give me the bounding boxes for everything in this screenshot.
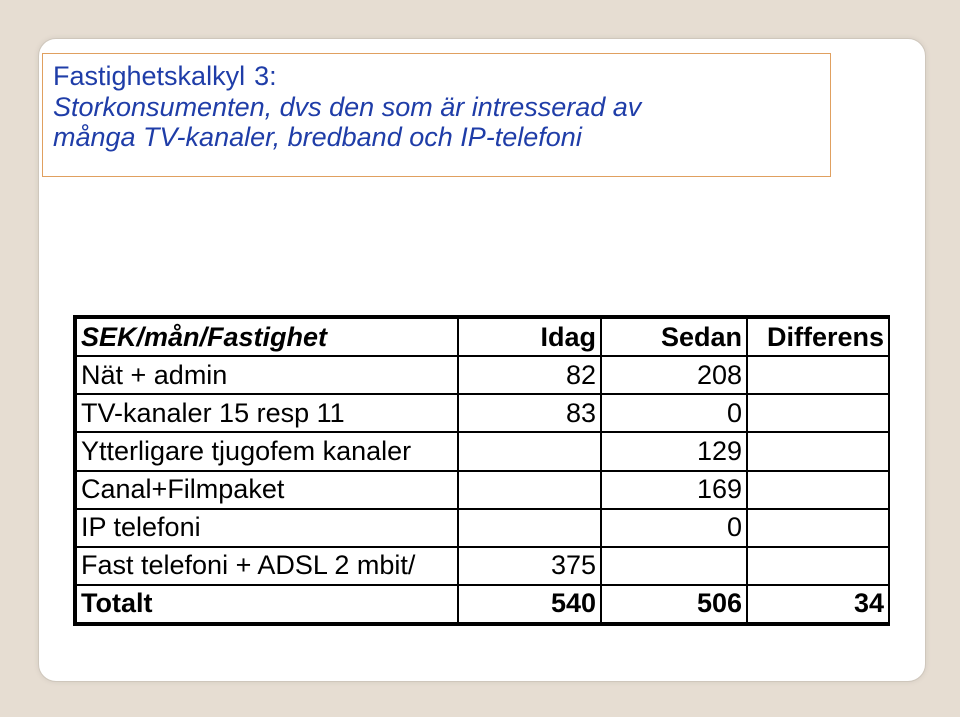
row-differens xyxy=(747,432,889,470)
row-sedan: 0 xyxy=(601,509,747,547)
row-sedan: 208 xyxy=(601,356,747,394)
table-row xyxy=(76,356,889,394)
header-cell-differens: Differens xyxy=(747,318,889,356)
table-row xyxy=(76,547,889,585)
row-label: Nät + admin xyxy=(76,356,458,394)
table-row xyxy=(76,432,889,470)
row-sedan xyxy=(601,547,747,585)
row-label: IP telefoni xyxy=(76,509,458,547)
row-idag xyxy=(458,471,601,509)
row-label: Canal+Filmpaket xyxy=(76,471,458,509)
row-label: Ytterligare tjugofem kanaler xyxy=(76,432,458,470)
row-label: Fast telefoni + ADSL 2 mbit/ xyxy=(76,547,458,585)
total-label: Totalt xyxy=(76,585,458,623)
title-line-2: Storkonsumenten, dvs den som är intresserad av xyxy=(53,92,642,122)
table-row xyxy=(76,509,889,547)
row-idag: 83 xyxy=(458,394,601,432)
title-part-2: 3: xyxy=(254,61,277,91)
row-sedan: 129 xyxy=(601,432,747,470)
row-sedan: 169 xyxy=(601,471,747,509)
table-total-row xyxy=(76,585,889,623)
row-differens xyxy=(747,394,889,432)
row-sedan: 0 xyxy=(601,394,747,432)
header-cell-sedan: Sedan xyxy=(601,318,747,356)
row-differens xyxy=(747,547,889,585)
total-differens: 34 xyxy=(747,585,889,623)
row-idag xyxy=(458,509,601,547)
row-idag xyxy=(458,432,601,470)
header-cell-label: SEK/mån/Fastighet xyxy=(76,318,458,356)
row-differens xyxy=(747,509,889,547)
title-line-1 xyxy=(53,60,830,92)
title-box xyxy=(42,53,831,177)
row-idag: 82 xyxy=(458,356,601,394)
total-sedan: 506 xyxy=(601,585,747,623)
title-part-1: Fastighetskalkyl xyxy=(53,61,246,91)
total-idag: 540 xyxy=(458,585,601,623)
cost-table xyxy=(75,317,890,624)
title-line-3: många TV-kanaler, bredband och IP-telefoni xyxy=(53,122,582,152)
row-label: TV-kanaler 15 resp 11 xyxy=(76,394,458,432)
row-idag: 375 xyxy=(458,547,601,585)
header-cell-idag: Idag xyxy=(458,318,601,356)
row-differens xyxy=(747,356,889,394)
table-header-row xyxy=(76,318,889,356)
table-row xyxy=(76,394,889,432)
row-differens xyxy=(747,471,889,509)
cost-table-container xyxy=(73,315,890,626)
table-row xyxy=(76,471,889,509)
